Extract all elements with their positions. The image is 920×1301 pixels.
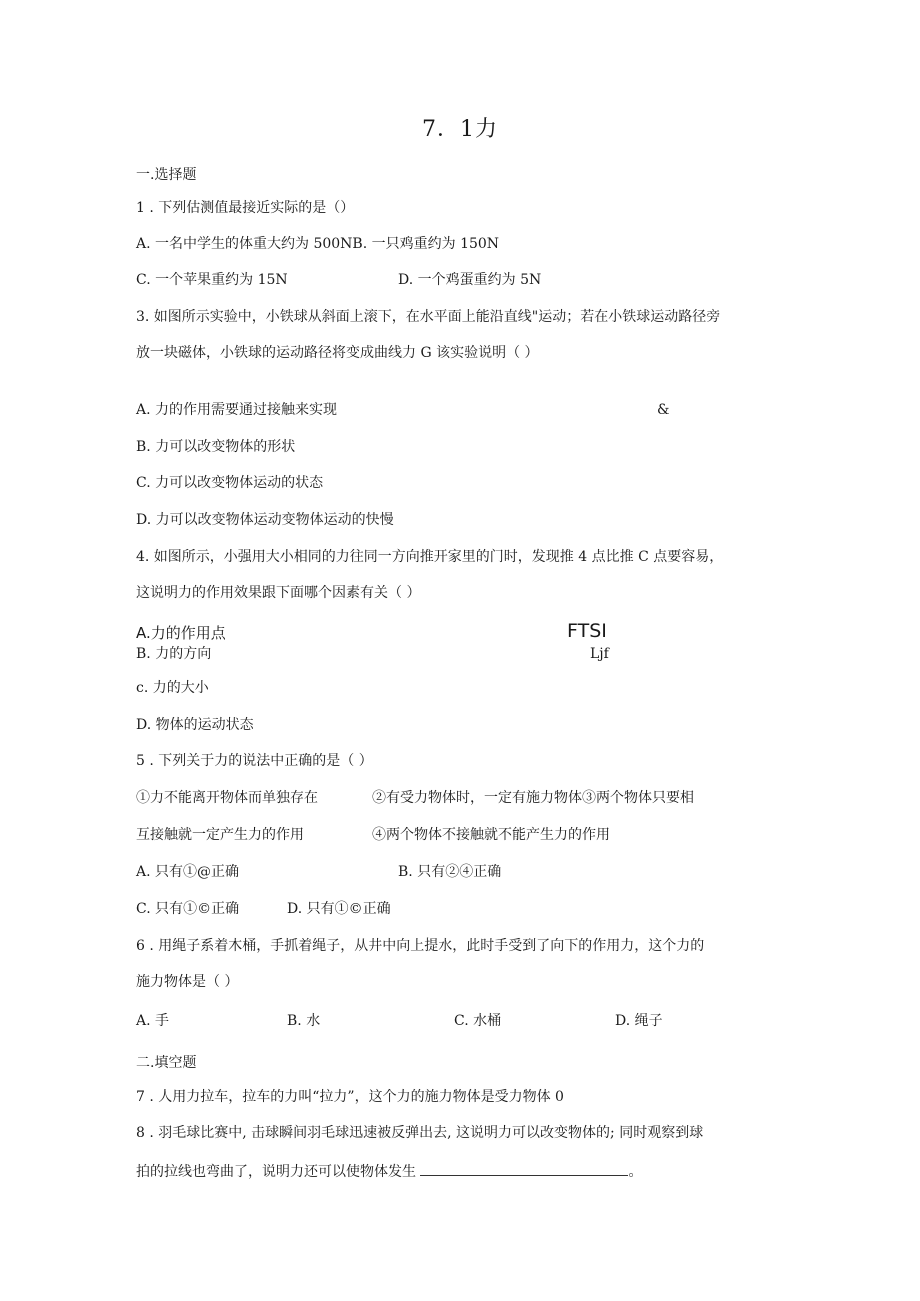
q4-option-b: B. 力的方向	[136, 646, 212, 662]
section-heading-choice: 一.选择题	[136, 167, 197, 183]
q6-stem-line2: 施力物体是（ ）	[136, 974, 239, 990]
q5-option-d: D. 只有①©正确	[287, 901, 391, 917]
q6-stem-line1: 6 . 用绳子系着木桶，手抓着绳子，从井中向上提水，此时手受到了向下的作用力，这个力的	[136, 938, 705, 954]
q5-option-a: A. 只有①@正确	[136, 864, 240, 880]
q5-stem: 5 . 下列关于力的说法中正确的是（ ）	[136, 753, 373, 769]
q3-option-c: C. 力可以改变物体运动的状态	[136, 475, 324, 491]
q3-option-a: A. 力的作用需要通过接触来实现	[136, 402, 338, 418]
q7-stem: 7 . 人用力拉车，拉车的力叫“拉力”，这个力的施力物体是受力物体 0	[136, 1089, 564, 1105]
q5-statement-4: ④两个物体不接触就不能产生力的作用	[372, 827, 610, 843]
q4-stem-line1: 4. 如图所示，小强用大小相同的力往同一方向推开家里的门时，发现推 4 点比推 C 点要容易，	[136, 549, 724, 565]
q8-line2-text: 拍的拉线也弯曲了，说明力还可以使物体发生	[136, 1164, 416, 1180]
q4-option-c: c. 力的大小	[136, 680, 209, 696]
page-title: 7．1力	[422, 117, 498, 142]
q6-option-b: B. 水	[287, 1013, 321, 1029]
q4-stem-line2: 这说明力的作用效果跟下面哪个因素有关（ ）	[136, 585, 421, 601]
q6-option-c: C. 水桶	[454, 1013, 502, 1029]
q3-figure-mark: &	[657, 402, 670, 418]
q8-stem-line1: 8 . 羽毛球比赛中, 击球瞬间羽毛球迅速被反弹出去, 这说明力可以改变物体的; 同时观察到球	[136, 1125, 704, 1141]
q8-stem-line2	[136, 1161, 642, 1181]
q5-statement-1: ①力不能离开物体而单独存在	[136, 790, 318, 806]
q4-figure-label: FTSI	[567, 620, 607, 642]
q3-option-b: B. 力可以改变物体的形状	[136, 439, 296, 455]
q3-option-d: D. 力可以改变物体运动变物体运动的快慢	[136, 512, 394, 528]
q1-option-c: C. 一个苹果重约为 15N	[136, 272, 288, 288]
section-heading-fill: 二.填空题	[136, 1055, 197, 1071]
q1-options-ab: A. 一名中学生的体重大约为 500NB. 一只鸡重约为 150N	[136, 236, 500, 252]
q1-stem: 1 . 下列估测值最接近实际的是（）	[136, 200, 355, 216]
q4-figure-caption: Ljf	[590, 646, 609, 662]
q5-option-c: C. 只有①©正确	[136, 901, 240, 917]
q1-option-d: D. 一个鸡蛋重约为 5N	[398, 272, 542, 288]
q4-option-a: A.力的作用点	[136, 624, 226, 642]
q3-stem-line1: 3. 如图所示实验中，小铁球从斜面上滚下，在水平面上能沿直线"运动；若在小铁球运动路径旁	[136, 309, 721, 325]
q5-option-b: B. 只有②④正确	[398, 864, 502, 880]
q6-option-d: D. 绳子	[615, 1013, 663, 1029]
q3-stem-line2: 放一块磁体，小铁球的运动路径将变成曲线力 G 该实验说明（ ）	[136, 345, 539, 361]
q5-statement-3: 互接触就一定产生力的作用	[136, 827, 304, 843]
q4-option-d: D. 物体的运动状态	[136, 717, 254, 733]
q6-option-a: A. 手	[136, 1013, 170, 1029]
q8-line2-end: 。	[628, 1164, 643, 1180]
q5-statement-2: ②有受力物体时，一定有施力物体③两个物体只要相	[372, 790, 694, 806]
q8-answer-blank[interactable]	[420, 1161, 628, 1176]
